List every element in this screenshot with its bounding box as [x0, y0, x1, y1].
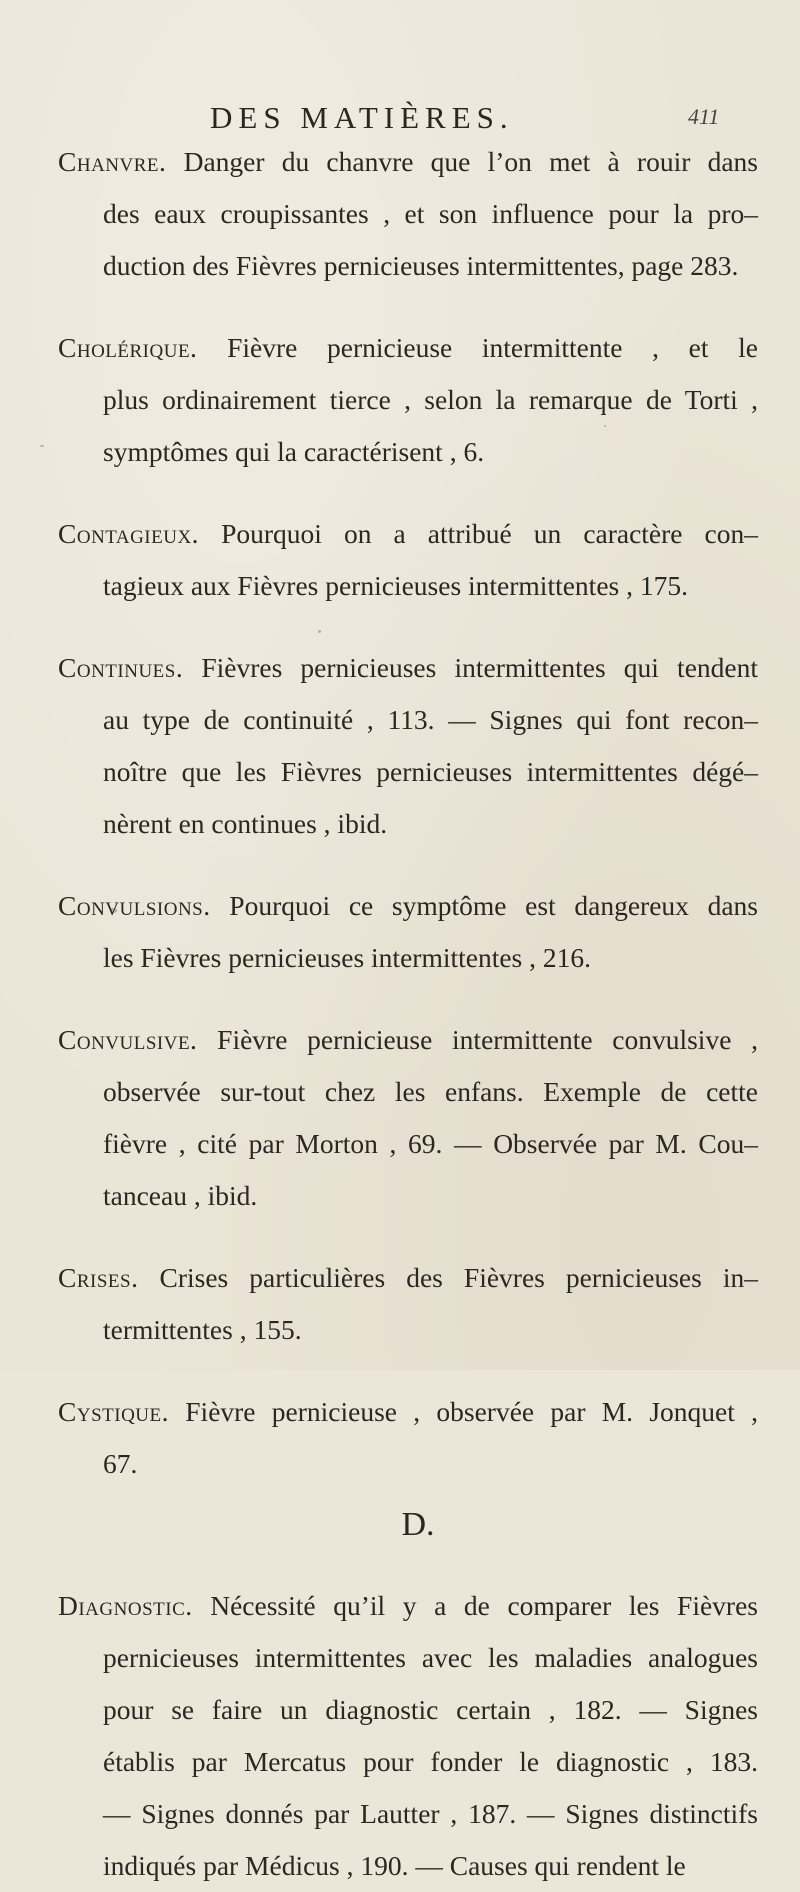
entry-headword: Diagnostic.: [58, 1590, 193, 1621]
entry-line: [58, 1684, 758, 1736]
entry-headword: Cholérique.: [58, 332, 198, 363]
entry-headword: Continues.: [58, 652, 184, 683]
entry-text: Fièvres pernicieuses intermittentes qui tendent: [183, 652, 758, 683]
entry-headword: Cystique.: [58, 1396, 169, 1427]
entry-text: Crises particulières des Fièvres pernicieuses in–: [138, 1262, 758, 1293]
entry-line: [58, 1304, 758, 1356]
entry-text: Pourquoi ce symptôme est dangereux dans: [210, 890, 758, 921]
entry-text: plus ordinairement tierce , selon la remarque de Torti ,: [103, 384, 758, 415]
paper-speck: [318, 630, 321, 633]
entry-text: pour se faire un diagnostic certain , 182. — Signes: [103, 1694, 758, 1725]
entry-line: [58, 798, 758, 850]
paper-speck: [40, 445, 44, 447]
entry-text: tagieux aux Fièvres pernicieuses intermittentes , 175.: [103, 570, 688, 601]
entry-line: [58, 1840, 758, 1892]
entry-gap: [58, 1222, 758, 1252]
entry-gap: [58, 984, 758, 1014]
entry-headword: Convulsions.: [58, 890, 211, 921]
entry-text: symptômes qui la caractérisent , 6.: [103, 436, 485, 467]
section-letter-heading: D.: [401, 1506, 435, 1543]
entry-text: Pourquoi on a attribué un caractère con–: [199, 518, 758, 549]
entry-gap: [58, 850, 758, 880]
entry-headword: Crises.: [58, 1262, 139, 1293]
entry-headword: Chanvre.: [58, 146, 167, 177]
entry-line: [58, 1252, 758, 1304]
entry-text: observée sur-tout chez les enfans. Exemple de cette: [103, 1076, 758, 1107]
entry-line: [58, 1632, 758, 1684]
entry-line: [58, 1014, 758, 1066]
page-number: 411: [688, 104, 720, 129]
index-entry: [58, 1386, 758, 1490]
entry-line: [58, 694, 758, 746]
entry-gap: [58, 292, 758, 322]
index-entry: [58, 642, 758, 850]
entry-text: nèrent en continues , ibid.: [103, 808, 388, 839]
entry-text: indiqués par Médicus , 190. — Causes qui rendent le: [103, 1850, 686, 1881]
entry-text: établis par Mercatus pour fonder le diagnostic , 183.: [103, 1746, 758, 1777]
entry-headword: Convulsive.: [58, 1024, 198, 1055]
entry-text: des eaux croupissantes , et son influence pour la pro–: [103, 198, 758, 229]
entry-headword: Contagieux.: [58, 518, 200, 549]
entry-text: Fièvre pernicieuse intermittente convulsive ,: [197, 1024, 758, 1055]
entry-gap: [58, 1356, 758, 1386]
entry-line: [58, 1386, 758, 1438]
index-entry: [58, 880, 758, 984]
entry-text: Nécessité qu’il y a de comparer les Fièvres: [192, 1590, 758, 1621]
entry-line: [58, 188, 758, 240]
entry-gap: [58, 478, 758, 508]
entry-line: [58, 1580, 758, 1632]
entry-line: [58, 880, 758, 932]
index-entries: [58, 136, 758, 1892]
entry-line: [58, 932, 758, 984]
index-entry: [58, 1580, 758, 1892]
entry-line: [58, 1736, 758, 1788]
entry-text: au type de continuité , 113. — Signes qui font recon–: [103, 704, 758, 735]
entry-text: Danger du chanvre que l’on met à rouir dans: [166, 146, 758, 177]
entry-line: [58, 642, 758, 694]
entry-text: pernicieuses intermittentes avec les maladies analogues: [103, 1642, 758, 1673]
entry-text: tanceau , ibid.: [103, 1180, 258, 1211]
entry-line: [58, 508, 758, 560]
entry-line: [58, 1066, 758, 1118]
entry-text: noître que les Fièvres pernicieuses intermittentes dégé–: [103, 756, 758, 787]
entry-line: [58, 426, 758, 478]
index-entry: [58, 136, 758, 292]
entry-text: Fièvre pernicieuse intermittente , et le: [197, 332, 758, 363]
entry-line: [58, 1788, 758, 1840]
entry-line: [58, 136, 758, 188]
entry-text: les Fièvres pernicieuses intermittentes , 216.: [103, 942, 592, 973]
index-entry: [58, 322, 758, 478]
paper-speck: [110, 908, 117, 913]
entry-line: [58, 746, 758, 798]
entry-line: [58, 240, 758, 292]
entry-text: Fièvre pernicieuse , observée par M. Jonquet ,: [169, 1396, 758, 1427]
index-entry: [58, 1252, 758, 1356]
entry-text: — Signes donnés par Lautter , 187. — Signes distinctifs: [103, 1798, 758, 1829]
index-entry: [58, 1014, 758, 1222]
entry-line: [58, 1438, 758, 1490]
entry-line: [58, 374, 758, 426]
paper-speck: [604, 425, 606, 427]
entry-line: [58, 560, 758, 612]
running-title: DES MATIÈRES.: [210, 100, 514, 135]
index-entry: [58, 508, 758, 612]
entry-gap: [58, 612, 758, 642]
entry-text: duction des Fièvres pernicieuses intermittentes, page 283.: [103, 250, 739, 281]
entry-text: 67.: [103, 1448, 138, 1479]
entry-line: [58, 322, 758, 374]
entry-line: [58, 1118, 758, 1170]
entry-text: fièvre , cité par Morton , 69. — Observée par M. Cou–: [103, 1128, 758, 1159]
entry-line: [58, 1170, 758, 1222]
entry-text: termittentes , 155.: [103, 1314, 302, 1345]
